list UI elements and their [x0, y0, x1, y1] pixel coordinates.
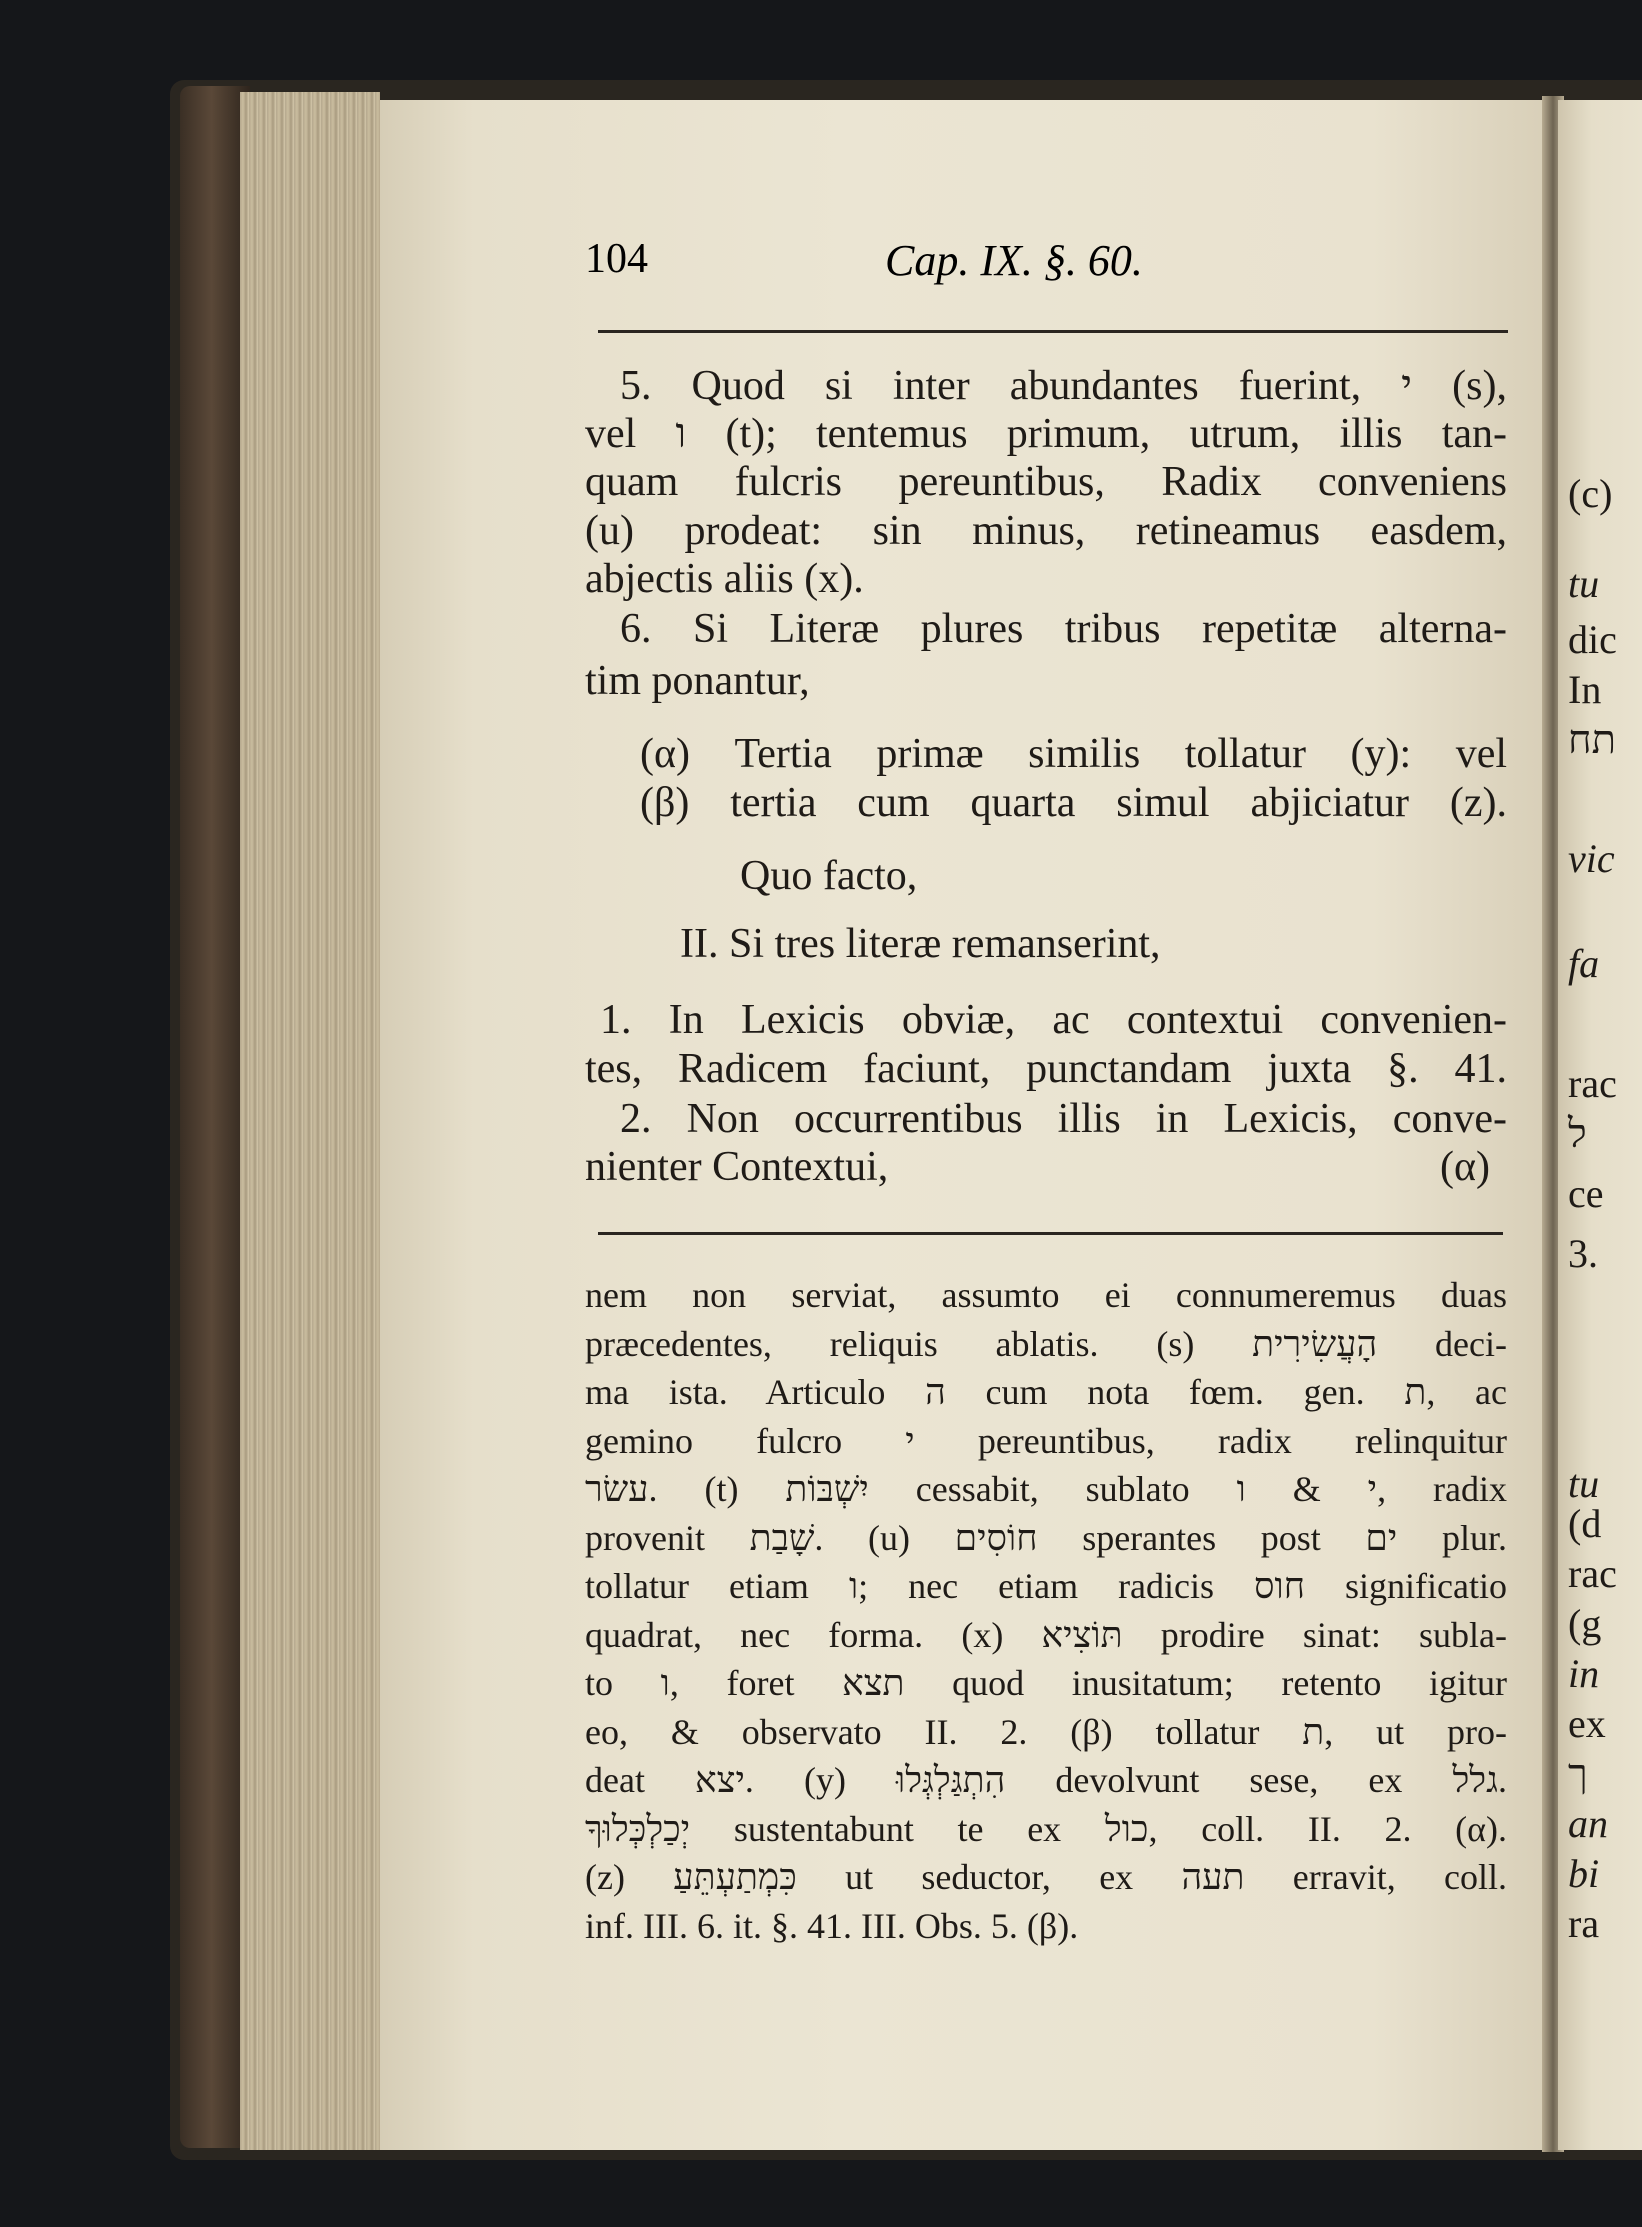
- footnote-line: יְכַלְכְּלוּךָ sustentabunt te ex כול, coll. II. 2. (α).: [585, 1808, 1507, 1849]
- body-line: abjectis aliis (x).: [585, 556, 864, 602]
- body-line: Quo facto,: [740, 853, 918, 899]
- body-line: (β) tertia cum quarta simul abjiciatur (z).: [640, 780, 1507, 826]
- next-page-fragment: rac: [1568, 1061, 1617, 1106]
- body-line: tim ponantur,: [585, 658, 810, 704]
- page-header: [585, 235, 1505, 295]
- body-line: (α) Tertia primæ similis tollatur (y): vel: [640, 731, 1507, 777]
- next-page-fragment: (d: [1568, 1501, 1602, 1546]
- footnote-line: ma ista. Articulo ה cum nota fœm. gen. ת, ac: [585, 1372, 1507, 1412]
- body-line: (u) prodeat: sin minus, retineamus easdem,: [585, 508, 1507, 554]
- page-number: 104: [585, 236, 648, 282]
- next-page-fragment: In: [1568, 667, 1602, 712]
- next-page-fragment: ך: [1568, 1751, 1588, 1796]
- body-line: (α): [1440, 1144, 1490, 1190]
- body-line: nienter Contextui,: [585, 1144, 889, 1190]
- next-page-fragment: dic: [1568, 617, 1617, 662]
- header-rule: [598, 330, 1508, 333]
- next-page-fragment: (g: [1568, 1601, 1602, 1646]
- footnote-line: provenit שָׁבַת. (u) חוֹסִים sperantes post ים plur.: [585, 1517, 1507, 1558]
- footnote-line: eo, & observato II. 2. (β) tollatur ת, ut pro-: [585, 1711, 1507, 1752]
- running-head: Cap. IX. §. 60.: [885, 236, 1143, 285]
- next-page-fragment: in: [1568, 1651, 1600, 1696]
- body-line: II. Si tres literæ remanserint,: [680, 921, 1161, 967]
- footnote-line: (z) כִּמְתַעְתֵּעַ ut seductor, ex תעה erravit, coll.: [585, 1857, 1507, 1897]
- next-page-fragment: tu: [1568, 561, 1600, 606]
- next-page-fragment: fa: [1568, 941, 1600, 986]
- footnote-line: עשׂר. (t) יִשְׁבּוֹת cessabit, sublato י & ו, radix: [585, 1469, 1508, 1509]
- next-page-fragment: תח: [1568, 717, 1617, 762]
- body-line: 5. Quod si inter abundantes fuerint, י (s),: [620, 363, 1507, 409]
- next-page-fragment: (c): [1568, 471, 1613, 516]
- body-line: vel ו (t); tentemus primum, utrum, illis tan-: [585, 411, 1507, 457]
- footnote-line: inf. III. 6. it. §. 41. III. Obs. 5. (β).: [585, 1905, 1079, 1946]
- body-line: 2. Non occurrentibus illis in Lexicis, conve-: [620, 1096, 1507, 1142]
- next-page-fragment: tu: [1568, 1461, 1600, 1506]
- next-page-fragment: bi: [1568, 1851, 1600, 1896]
- next-page-fragment: vic: [1568, 836, 1615, 881]
- next-page-fragment: ra: [1568, 1901, 1600, 1946]
- next-page-fragment: ce: [1568, 1171, 1604, 1216]
- footnote-rule: [598, 1232, 1503, 1235]
- footnote-line: deat יצא. (y) הִתְגַּלְגְּלוּ devolvunt sese, ex גלל.: [585, 1760, 1508, 1800]
- body-line: quam fulcris pereuntibus, Radix conveniens: [585, 459, 1507, 505]
- footnote-line: tollatur etiam ו; nec etiam radicis חוס significatio: [585, 1566, 1507, 1606]
- next-page-fragment: ל: [1568, 1111, 1587, 1156]
- footnote-line: nem non serviat, assumto ei connumeremus duas: [585, 1275, 1507, 1315]
- body-line: 6. Si Literæ plures tribus repetitæ alterna-: [620, 606, 1507, 652]
- footnote-line: to ו, foret תצא quod inusitatum; retento igitur: [585, 1663, 1507, 1703]
- footnote-line: quadrat, nec forma. (x) תּוֹצִיא prodire sinat: subla-: [585, 1614, 1507, 1655]
- next-page-fragment: rac: [1568, 1551, 1617, 1596]
- next-page-fragment: 3.: [1568, 1231, 1598, 1276]
- footnote-line: præcedentes, reliquis ablatis. (s) הָעֲשִׂירִית deci-: [585, 1323, 1507, 1364]
- next-page-fragment: ex: [1568, 1701, 1606, 1746]
- body-line: tes, Radicem faciunt, punctandam juxta §. 41.: [585, 1046, 1507, 1092]
- footnote-line: gemino fulcro י pereuntibus, radix relinquitur: [585, 1420, 1507, 1461]
- next-page-fragment: an: [1568, 1801, 1608, 1846]
- body-line: 1. In Lexicis obviæ, ac contextui convenien-: [600, 997, 1507, 1043]
- page-stack-edge: [240, 92, 380, 2150]
